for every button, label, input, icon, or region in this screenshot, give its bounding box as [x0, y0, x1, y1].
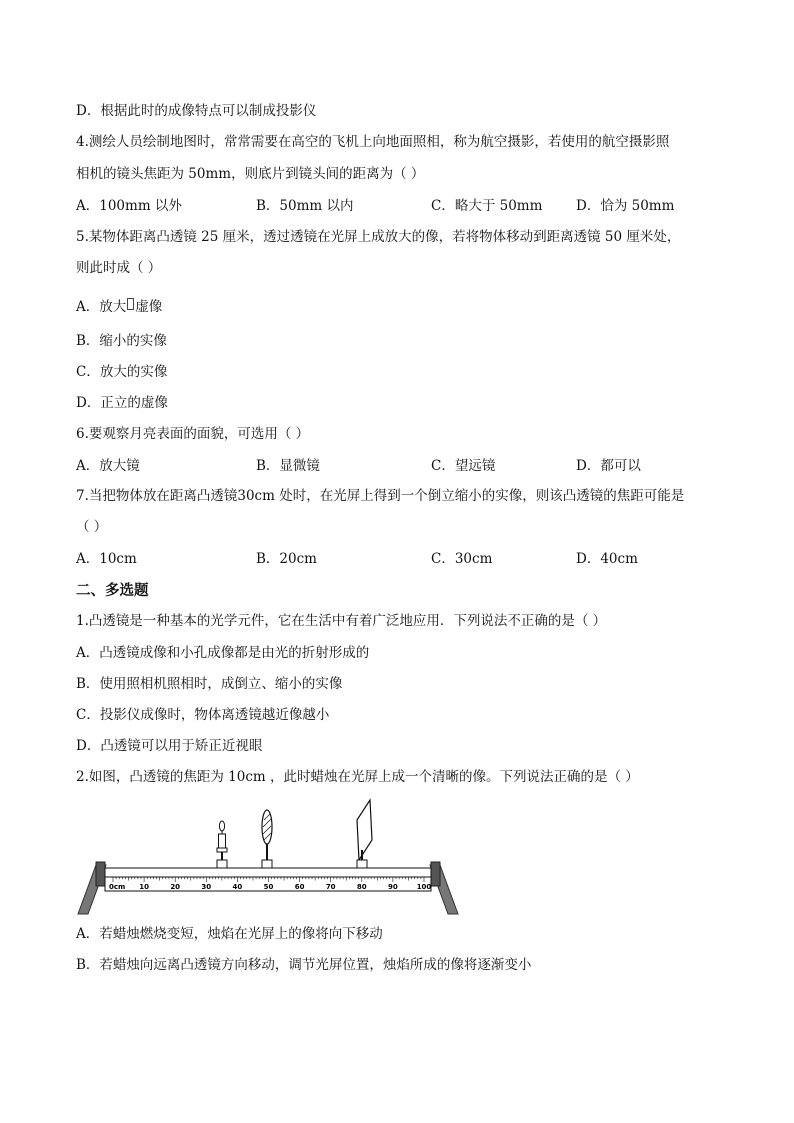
ruler-label: 70 [325, 883, 336, 891]
q4-stem-line2: 相机的镜头焦距为 50mm，则底片到镜头间的距离为（ ） [76, 166, 425, 182]
q4-option-a: A．100mm 以外 [76, 198, 182, 214]
q7-stem-line2: （ ） [76, 519, 108, 535]
q7-option-d: D．40cm [576, 551, 638, 567]
missing-glyph-icon [127, 298, 134, 310]
q4-option-d: D．恰为 50mm [576, 198, 675, 214]
ruler-label: 100 [416, 883, 432, 891]
optical-bench-figure [74, 790, 464, 920]
right-end-cap [431, 862, 440, 886]
q4-option-b: B．50mm 以内 [256, 198, 354, 214]
m2-stem: 2.如图，凸透镜的焦距为 10cm ，此时蜡烛在光屏上成一个清晰的像。下列说法正确的是（ ） [76, 769, 639, 785]
ruler-label: 20 [170, 883, 181, 891]
ruler-label: 50 [263, 883, 274, 891]
convex-lens-icon [262, 810, 272, 868]
m1-option-d: D．凸透镜可以用于矫正近视眼 [76, 738, 263, 754]
q7-option-c: C．30cm [431, 551, 493, 567]
m2-option-b: B．若蜡烛向远离凸透镜方向移动，调节光屏位置，烛焰所成的像将逐渐变小 [76, 957, 532, 973]
ruler-label: 40 [232, 883, 243, 891]
q5-option-b: B．缩小的实像 [76, 333, 167, 349]
optical-rail [105, 868, 431, 877]
ruler-label: 90 [388, 883, 398, 891]
ruler-label: 60 [294, 883, 305, 891]
q6-option-c: C．望远镜 [431, 458, 496, 474]
m1-option-b: B．使用照相机照相时，成倒立、缩小的实像 [76, 676, 343, 692]
ruler-label: 80 [356, 883, 367, 891]
q7-option-a: A．10cm [76, 551, 137, 567]
light-screen-icon [357, 800, 372, 868]
q6-option-b: B．显微镜 [256, 458, 320, 474]
q5-option-d: D．正立的虚像 [76, 395, 168, 411]
q5-option-a-suffix: 虚像 [135, 299, 163, 315]
q3-option-d: D．根据此时的成像特点可以制成投影仪 [76, 103, 317, 119]
m1-stem: 1.凸透镜是一种基本的光学元件，它在生活中有着广泛地应用．下列说法不正确的是（ ） [76, 613, 607, 629]
m1-option-a: A．凸透镜成像和小孔成像都是由光的折射形成的 [76, 645, 370, 661]
candle-icon [217, 821, 227, 868]
m1-option-c: C．投影仪成像时，物体离透镜越近像越小 [76, 707, 330, 723]
q5-stem-line2: 则此时成（ ） [76, 260, 162, 276]
q6-option-a: A．放大镜 [76, 458, 140, 474]
q4-stem-line1: 4.测绘人员绘制地图时，常常需要在高空的飞机上向地面照相，称为航空摄影，若使用的航空摄影照 [76, 134, 670, 150]
q5-stem-line1: 5.某物体距离凸透镜 25 厘米，透过透镜在光屏上成放大的像，若将物体移动到距离透镜 50 厘米处， [76, 229, 681, 245]
ruler-label: 10 [139, 883, 149, 891]
q6-option-d: D．都可以 [576, 458, 641, 474]
ruler-label: 30 [201, 883, 212, 891]
m2-option-a: A．若蜡烛燃烧变短，烛焰在光屏上的像将向下移动 [76, 926, 383, 942]
q5-option-a-prefix: A．放大 [76, 299, 127, 315]
q5-option-c: C．放大的实像 [76, 364, 168, 380]
q6-stem: 6.要观察月亮表面的面貌，可选用（ ） [76, 426, 310, 442]
q5-option-a [76, 298, 162, 315]
section-title: 二、多选题 [76, 583, 149, 599]
q7-stem-line1: 7.当把物体放在距离凸透镜30cm 处时，在光屏上得到一个倒立缩小的实像，则该凸透镜的焦距可能是 [76, 488, 685, 504]
q7-option-b: B．20cm [256, 551, 317, 567]
q4-option-c: C．略大于 50mm [431, 198, 543, 214]
ruler-label: 0cm [109, 883, 126, 891]
left-end-cap [96, 862, 105, 886]
